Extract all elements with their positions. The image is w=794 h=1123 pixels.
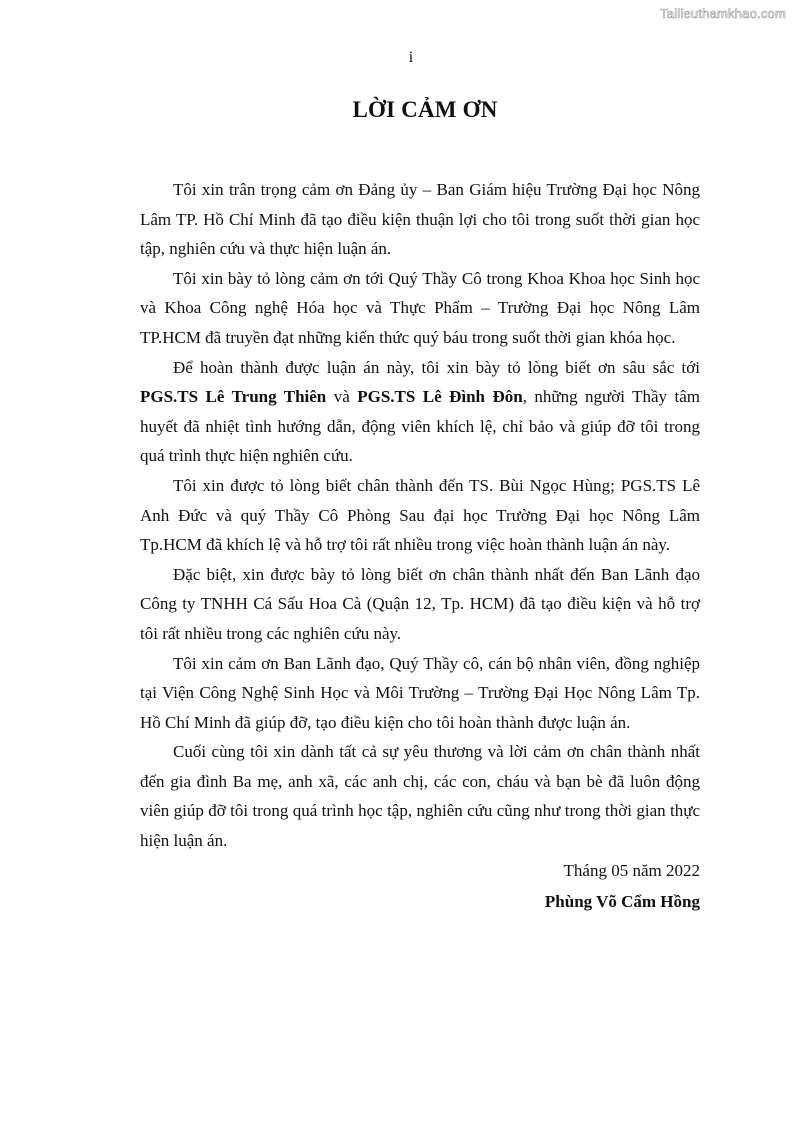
advisor-thanks-conjunction: và (326, 387, 358, 407)
paragraph-advisor-thanks (140, 353, 700, 471)
date-line: Tháng 05 năm 2022 (563, 861, 700, 880)
paragraph-institute-thanks: Tôi xin cảm ơn Ban Lãnh đạo, Quý Thầy cô, cán bộ nhân viên, đồng nghiệp tại Viện Công Nghệ Sinh Học và Môi Trường – Trường Đại Học Nông Lâm Tp. Hồ Chí Minh đã giúp đỡ, tạo điều kiện cho tôi hoàn thành được luận án. (140, 653, 700, 732)
advisor-name-2: PGS.TS Lê Đình Đôn (357, 387, 523, 407)
paragraph-graduate-office-thanks: Tôi xin được tỏ lòng biết chân thành đến TS. Bùi Ngọc Hùng; PGS.TS Lê Anh Đức và quý Thầy Cô Phòng Sau đại học Trường Đại học Nông Lâm Tp.HCM đã khích lệ và hỗ trợ tôi rất nhiều trong việc hoàn thành luận án này. (140, 475, 700, 555)
advisor-thanks-tail: , những người Thầy tâm huyết đã nhiệt tình hướng dẫn, động viên khích lệ, chỉ bảo và giúp đỡ tôi trong quá trình thực hiện nghiên cứu. (140, 387, 700, 466)
acknowledgement-body (140, 175, 700, 856)
watermark-text: Tailieuthamkhao.com (660, 6, 786, 21)
paragraph-company-thanks: Đặc biệt, xin được bày tỏ lòng biết ơn chân thành nhất đến Ban Lãnh đạo Công ty TNHH Cá Sấu Hoa Cà (Quận 12, Tp. HCM) đã tạo điều kiện và hỗ trợ tôi rất nhiều trong các nghiên cứu này. (140, 564, 700, 643)
page-title: LỜI CẢM ƠN (352, 97, 498, 122)
advisor-name-1: PGS.TS Lê Trung Thiên (140, 387, 327, 407)
paragraph-family-thanks: Cuối cùng tôi xin dành tất cả sự yêu thương và lời cảm ơn chân thành nhất đến gia đình Ba mẹ, anh xã, các anh chị, các con, cháu và bạn bè đã luôn động viên giúp đỡ tôi trong quá trình học tập, nghiên cứu cũng như trong thời gian thực hiện luận án. (140, 742, 700, 851)
author-signature: Phùng Võ Cẩm Hồng (544, 892, 700, 911)
paragraph-faculty-thanks: Tôi xin bày tỏ lòng cảm ơn tới Quý Thầy Cô trong Khoa Khoa học Sinh học và Khoa Công nghệ Hóa học và Thực Phẩm – Trường Đại học Nông Lâm TP.HCM đã truyền đạt những kiến thức quý báu trong suốt thời gian khóa học. (140, 268, 700, 347)
paragraph-university-thanks: Tôi xin trân trọng cảm ơn Đảng ủy – Ban Giám hiệu Trường Đại học Nông Lâm TP. Hồ Chí Minh đã tạo điều kiện thuận lợi cho tôi trong suốt thời gian học tập, nghiên cứu và thực hiện luận án. (140, 180, 700, 259)
page-number: i (408, 49, 414, 66)
advisor-thanks-lead: Để hoàn thành được luận án này, tôi xin bày tỏ lòng biết ơn sâu sắc tới (173, 357, 700, 377)
